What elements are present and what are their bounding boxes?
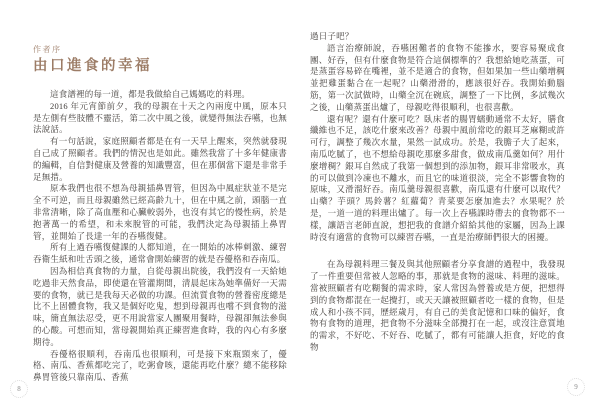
paragraph: 原本我們也很不想為母親插鼻胃管，但因為中風症狀並不是完全不可逆，而且母親雖然已經高齡九十，但在中風之前，頭腦一直非常清晰，除了高血壓和心臟較弱外，也沒有其它的慢性病，於是抱著萬一的希望，和未來脫管的可能，我們決定為母親插上鼻胃管，並開始了長達一年的吞嚥復健。: [33, 183, 287, 241]
left-page-body: [33, 89, 287, 384]
right-page-body: [310, 31, 565, 354]
section-label: 作者序: [33, 45, 62, 54]
paragraph: 過日子吧？: [310, 31, 354, 41]
paragraph: 吞優格很順利，吞南瓜也很順利，可是接下來瓶頸來了，優格、南瓜、香蕉都吃完了，吃粥會咳，還能再吃什麼？總不能移除鼻胃管後只靠南瓜、香蕉: [33, 348, 287, 383]
left-page: [33, 44, 287, 384]
paragraph: 在為母親料理三餐及與其他照顧者分享食譜的過程中，我發現了一件重要但常被人忽略的事，那就是食物的滋味、料理的滋味。當被照顧者有吃糊餐的需求時，家人常因為營養或是方便，把想得到的食物都混在一起攪打，或天天讓被照顧者吃一樣的食物，但是成人和小孩不同，歷經歲月，有自己的美食記憶和口味的偏好，食物有食物的道理，把食物不分滋味全部攪打在一起，或沒注意質地的需求，不好吃、不好吞、吃膩了，都有可能讓人拒食，好吃的食物: [310, 259, 565, 352]
page-number-left: 8: [10, 380, 28, 398]
page-number-right: 9: [567, 378, 585, 396]
preface-header: [33, 44, 287, 76]
paragraph: 因為相信真食物的力量，自從母親出院後，我們沒有一天給她吃過非天然食品，即使還在管灌期間，清晨起床為她準備好一天需要的食物，就已是我每天必做的功課。但流質食物的營養密度總是比不上固體食物，我又是個好吃鬼，想到母親再也嚐不到食物的滋味，簡直無法忍受，更不用說當家人團聚用餐時，母親卻無法參與的心酸。可想而知，當母親開始真正練習進食時，我的內心有多麼期待。: [33, 265, 287, 347]
paragraph: 語言治療師說，吞嚥困難者的食物不能摻水，要容易聚成食團、好吞，但有什麼食物是符合這個標準的？我想給她吃蒸蛋，可是蒸蛋容易碎在嘴裡，並不是適合的食物，但如果加一些山藥增稠並把雞蛋黏合在一起呢？山藥滑滑的，應該很好吞。我開始動腦筋，第一次試做時，山藥全沉在碗底，調整了一下比例，多試幾次之後，山藥蒸蛋出爐了，母親吃得很順利，也很喜歡。: [310, 42, 565, 112]
paragraph: 2016 年元宵節前夕，我的母親在十天之內兩度中風，原本只是左側有些肢體不靈活，第二次中風之後，就變得無法吞嚥，也無法說話。: [33, 100, 287, 135]
right-page: [310, 31, 565, 354]
page-title: 由口進食的幸福: [33, 58, 152, 74]
paragraph: 還有呢？還有什麼可吃？臥床者的腸胃蠕動通常不太好，膳食纖維也不足，該吃什麼來改善？母親中風前常吃的銀耳芝麻糊或許可行，調整了幾次水量，果然一試成功。於是，我膽子大了起來，南瓜吃膩了，也不想給母親吃那麼多甜食，做成南瓜羹如何？用什麼增稠？銀耳自然成了我第一個想到的添加物，銀耳非常吸水，真的可以做到冷凍也不離水，而且它的味道很淡，完全不影響食物的原味，又滑溜好吞。南瓜羹母親很喜歡，南瓜還有什麼可以取代？山藥？芋頭？馬鈴薯？紅蘿蔔？青菜要怎麼加進去？水果呢？於是，一道一道的料理出爐了。每一次上吞嚥課時帶去的食物都不一樣，讓語言老師直說，想把我的食譜介紹給其他的家屬，因為上課時沒有適當的食物可以練習吞嚥，一直是治療師們很大的困擾。: [310, 113, 565, 242]
paragraph: 有一句話說，家庭照顧者都是在有一天早上醒來，突然就發現自己成了照顧者。我們的情況也是如此。雖然我當了十多年健康書的編輯，自信對健康及營養的知識豐富，但在那個當下還是非常手足無措。: [33, 136, 287, 182]
paragraph: 所有上過吞嚥復健課的人都知道，在一開始的冰棒刺激、練習吞衛生紙和吐舌頭之後，通常會開始練習的就是吞優格和吞南瓜。: [33, 242, 287, 265]
paragraph: 這食譜裡的每一道，都是我做給自己媽媽吃的料理。: [50, 89, 251, 99]
